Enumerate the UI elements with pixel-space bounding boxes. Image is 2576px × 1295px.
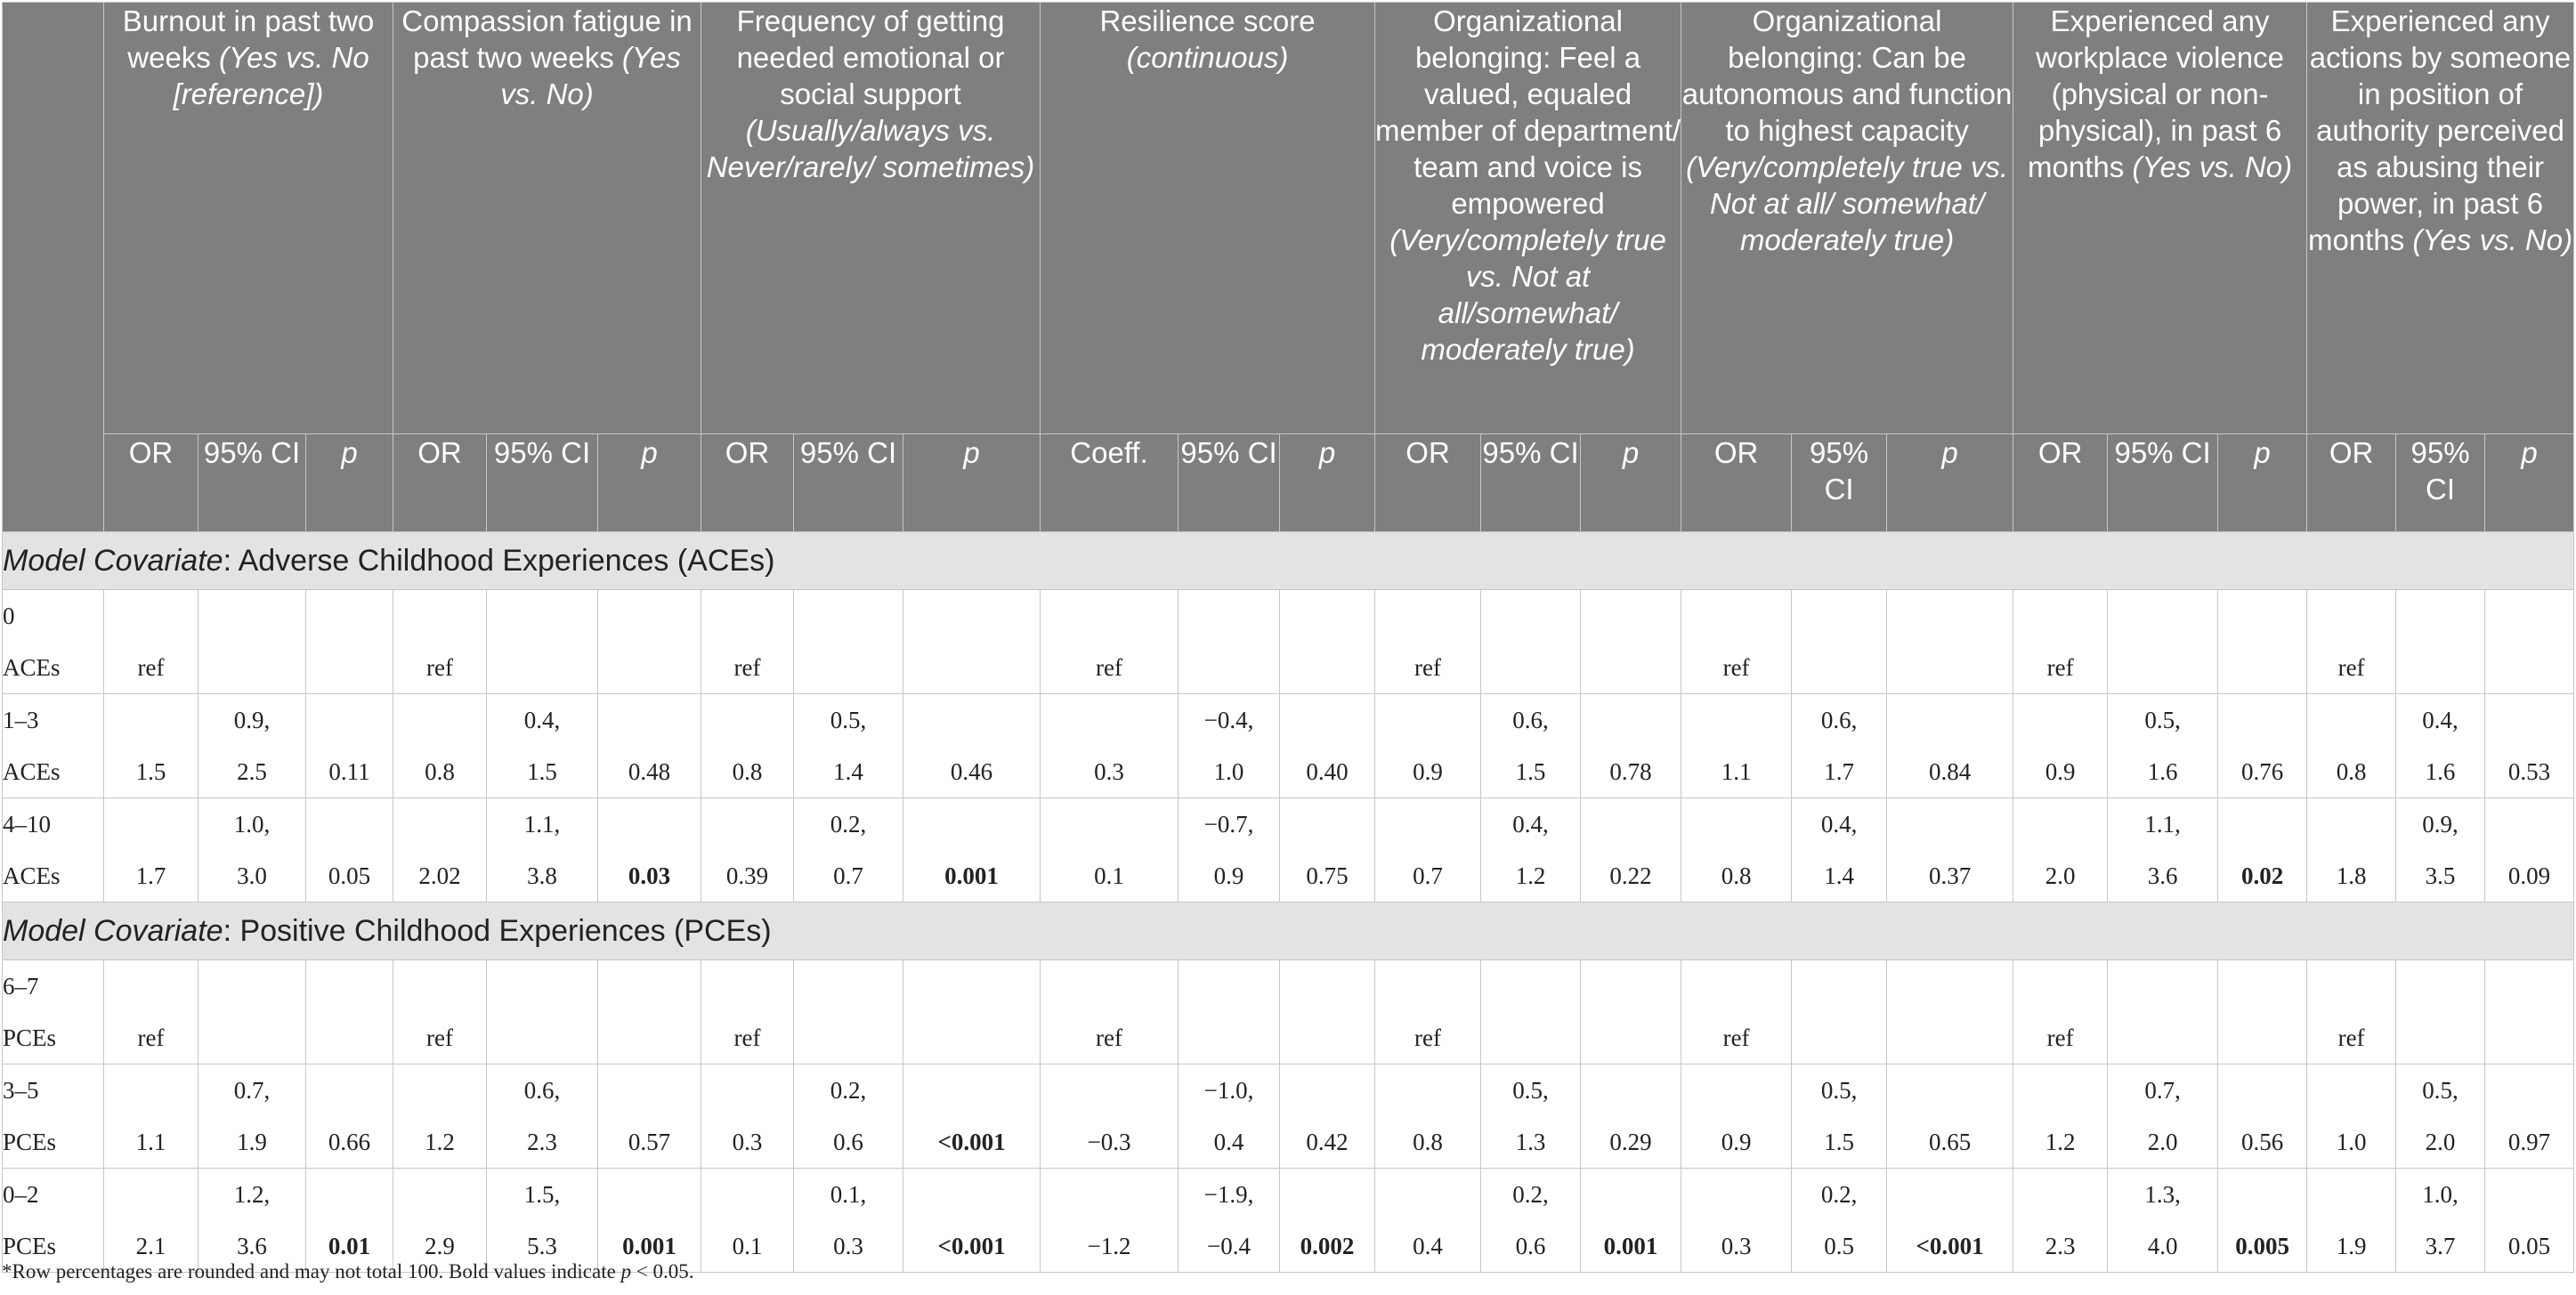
ci-cell [487,798,598,902]
row-label-count: 3–5 [3,1077,39,1104]
ci-cell [198,798,306,902]
ci-cell [1481,590,1581,694]
estimate-cell: ref [1681,590,1792,694]
p-value-cell: 0.97 [2485,1064,2574,1169]
p-value-cell [2218,590,2307,694]
p-value-cell [598,590,701,694]
ci-value: 0.5, 1.6 [2144,707,2181,785]
footnote-p-symbol: p [620,1260,632,1283]
ci-value: 1.2, 3.6 [233,1181,271,1259]
row-label-unit: PCEs [3,1024,57,1051]
estimate-cell: ref [1681,960,1792,1064]
estimate-cell: ref [104,960,198,1064]
table-row [3,960,2574,1064]
row-label-unit: ACEs [3,758,61,785]
ci-value: 0.1, 0.3 [830,1181,867,1259]
p-value-cell: <0.001 [903,1064,1041,1169]
estimate-cell: 0.8 [393,694,487,798]
subheader-label: 95% CI [2114,436,2211,469]
ci-value: 0.5, 1.4 [830,707,867,785]
ci-value: 0.5, 1.3 [1512,1077,1549,1155]
subheader-label: p [1941,436,1958,469]
p-header [598,434,701,532]
estimate-cell: 1.5 [104,694,198,798]
ci-value: 0.2, 0.6 [1512,1181,1549,1259]
subheader-label: 95% CI [1180,436,1277,469]
ci-cell [2108,694,2218,798]
subheader-label: p [641,436,658,469]
subheader-label: OR [1405,436,1450,469]
subheader-label: p [1318,436,1336,469]
corner-cell [3,3,104,532]
subheader-label: 95% CI [203,436,301,469]
ci-value: 0.4, 1.5 [523,707,561,785]
subheader-label: OR [417,436,462,469]
outcome-header-row [3,3,2574,434]
ci-cell [2396,694,2485,798]
estimate-cell: 0.9 [2013,694,2108,798]
outcome-title: Organizational belonging: Feel a valued, equaled member of department/ team and voice is empowered [1375,4,1681,220]
p-value-cell: 0.76 [2218,694,2307,798]
estimate-header [2013,434,2108,532]
estimate-header [701,434,794,532]
ci-cell [487,1064,598,1169]
estimate-cell: 1.0 [2307,1064,2396,1169]
p-value-cell [903,960,1041,1064]
estimate-cell: ref [104,590,198,694]
estimate-header [393,434,487,532]
ci-header [794,434,903,532]
ci-cell [2396,798,2485,902]
row-label-count: 0–2 [3,1181,39,1208]
subheader-label: Coeff. [1070,436,1148,469]
row-label-unit: PCEs [3,1233,57,1259]
subheader-label: p [963,436,980,469]
p-value-cell [1280,590,1375,694]
ci-header [2396,434,2485,532]
subheader-label: 95% CI [1810,436,1869,506]
p-value-cell: 0.75 [1280,798,1375,902]
ci-value: 0.6, 2.3 [523,1077,561,1155]
outcome-header [2307,3,2574,434]
p-value-cell: 0.22 [1581,798,1681,902]
subheader-label: 95% CI [1482,436,1579,469]
ci-cell [2108,590,2218,694]
row-label [3,960,104,1064]
estimate-header [2307,434,2396,532]
p-value-cell: 0.05 [306,798,393,902]
footnote-text-end: < 0.05. [631,1260,694,1283]
ci-value: 1.0, 3.0 [233,811,271,889]
ci-value: 1.5, 5.3 [523,1181,561,1259]
table-row [3,798,2574,902]
section-label [3,532,2574,590]
estimate-header [1681,434,1792,532]
ci-cell [2108,798,2218,902]
estimate-cell: 0.9 [1375,694,1481,798]
ci-value: 1.1, 3.8 [523,811,561,889]
estimate-cell: 0.3 [1681,1169,1792,1273]
outcome-comparison: (Yes vs. No) [2412,223,2573,256]
section-label-italic: Model Covariate [3,913,223,948]
estimate-header [104,434,198,532]
row-label [3,694,104,798]
row-label [3,590,104,694]
ci-value: 0.7, 1.9 [233,1077,271,1155]
ci-value: 1.0, 3.7 [2422,1181,2459,1259]
p-value-cell: 0.46 [903,694,1041,798]
ci-cell [198,694,306,798]
section-label-text: : Adverse Childhood Experiences (ACEs) [223,543,775,578]
outcome-comparison: (Very/completely true vs. Not at all/somewhat/ moderately true) [1389,223,1666,366]
row-label-unit: ACEs [3,862,61,889]
ci-value: 0.2, 0.6 [830,1077,867,1155]
outcome-title: Burnout in past two weeks [122,4,375,74]
p-header [306,434,393,532]
ci-cell [2396,960,2485,1064]
ci-value: 0.4, 1.6 [2422,707,2459,785]
p-value-cell: 0.001 [903,798,1041,902]
p-value-cell: 0.53 [2485,694,2574,798]
p-value-cell: 0.02 [2218,798,2307,902]
estimate-cell: ref [701,960,794,1064]
ci-cell [487,960,598,1064]
section-label [3,902,2574,960]
ci-value: −1.0, 0.4 [1203,1077,1254,1155]
outcome-title: Compassion fatigue in past two weeks [401,4,693,74]
p-value-cell: 0.001 [1581,1169,1681,1273]
ci-cell [2396,590,2485,694]
table-body [3,532,2574,1273]
p-header [2218,434,2307,532]
ci-cell [1792,694,1887,798]
p-value-cell [1280,960,1375,1064]
ci-cell [2396,1064,2485,1169]
ci-value: 0.2, 0.7 [830,811,867,889]
estimate-cell: ref [393,590,487,694]
ci-cell [794,590,903,694]
subheader-label: 95% CI [2410,436,2470,506]
estimate-cell: ref [1041,590,1179,694]
ci-cell [2396,1169,2485,1273]
outcome-title: Experienced any actions by someone in position of authority perceived as abusing their power, in past 6 months [2307,4,2572,256]
subheader-label: OR [2329,436,2374,469]
estimate-cell: 1.1 [104,1064,198,1169]
subheader-label: p [2254,436,2271,469]
outcome-title: Organizational belonging: Can be autonomous and function to highest capacity [1681,4,2013,147]
ci-value: 0.9, 3.5 [2422,811,2459,889]
footnote-text: *Row percentages are rounded and may not total 100. Bold values indicate [2,1260,621,1283]
ci-cell [794,1169,903,1273]
subheader-label: OR [2037,436,2083,469]
ci-cell [794,694,903,798]
subheader-label: p [2521,436,2538,469]
estimate-cell: 1.2 [393,1064,487,1169]
p-value-cell: 0.40 [1280,694,1375,798]
ci-value: 1.1, 3.6 [2144,811,2181,889]
outcome-comparison: (Very/completely true vs. Not at all/ somewhat/ moderately true) [1686,150,2009,256]
estimate-cell: ref [1375,960,1481,1064]
ci-cell [1481,694,1581,798]
estimate-cell: 0.8 [1375,1064,1481,1169]
p-value-cell: 0.09 [2485,798,2574,902]
subheader-label: 95% CI [493,436,591,469]
estimate-cell: 0.1 [701,1169,794,1273]
estimate-cell: 0.1 [1041,798,1179,902]
p-value-cell: 0.002 [1280,1169,1375,1273]
estimate-cell: 0.4 [1375,1169,1481,1273]
p-value-cell: 0.001 [598,1169,701,1273]
outcome-title: Frequency of getting needed emotional or social support [736,4,1005,110]
estimate-cell: 1.7 [104,798,198,902]
estimate-cell: 1.1 [1681,694,1792,798]
ci-value: 0.4, 1.2 [1512,811,1549,889]
estimate-cell: −0.3 [1041,1064,1179,1169]
ci-cell [487,590,598,694]
estimate-cell: ref [2307,960,2396,1064]
ci-value: 0.5, 1.5 [1820,1077,1858,1155]
statistic-header-row [3,434,2574,532]
ci-value: 0.4, 1.4 [1820,811,1858,889]
ci-cell [1792,1169,1887,1273]
row-label-unit: ACEs [3,654,61,681]
ci-cell [2108,960,2218,1064]
ci-cell [1481,960,1581,1064]
ci-value: 1.3, 4.0 [2144,1181,2181,1259]
row-label [3,798,104,902]
estimate-cell: 2.1 [104,1169,198,1273]
row-label-unit: PCEs [3,1129,57,1155]
estimate-cell: 0.3 [1041,694,1179,798]
estimate-cell: 1.8 [2307,798,2396,902]
outcome-comparison: (Yes vs. No) [2132,150,2293,183]
ci-cell [1179,694,1280,798]
ci-header [1481,434,1581,532]
table-row [3,694,2574,798]
estimate-cell: 0.9 [1681,1064,1792,1169]
subheader-label: OR [128,436,174,469]
estimate-cell: −1.2 [1041,1169,1179,1273]
row-label [3,1169,104,1273]
ci-value: 0.6, 1.5 [1512,707,1549,785]
estimate-cell: 0.8 [701,694,794,798]
ci-header [1792,434,1887,532]
p-value-cell [1887,960,2013,1064]
estimate-cell: ref [2013,590,2108,694]
estimate-cell: 0.8 [1681,798,1792,902]
outcome-header [2013,3,2307,434]
p-header [903,434,1041,532]
ci-cell [1792,1064,1887,1169]
p-value-cell: 0.65 [1887,1064,2013,1169]
row-label-count: 1–3 [3,707,39,733]
p-value-cell [903,590,1041,694]
table-row [3,590,2574,694]
p-value-cell: 0.84 [1887,694,2013,798]
estimate-cell: ref [393,960,487,1064]
outcome-comparison: (Yes vs. No [reference]) [173,41,369,110]
results-table [2,2,2574,1273]
section-label-italic: Model Covariate [3,543,223,578]
ci-value: 0.9, 2.5 [233,707,271,785]
ci-cell [1792,590,1887,694]
p-value-cell: <0.001 [1887,1169,2013,1273]
ci-cell [794,960,903,1064]
estimate-cell: 1.2 [2013,1064,2108,1169]
ci-value: 0.2, 0.5 [1820,1181,1858,1259]
p-value-cell: <0.001 [903,1169,1041,1273]
ci-cell [487,694,598,798]
ci-cell [1179,798,1280,902]
p-value-cell: 0.11 [306,694,393,798]
p-value-cell: 0.29 [1581,1064,1681,1169]
p-value-cell [2485,590,2574,694]
p-header [2485,434,2574,532]
estimate-cell: 2.0 [2013,798,2108,902]
p-value-cell [1581,590,1681,694]
estimate-cell: 2.9 [393,1169,487,1273]
section-label-text: : Positive Childhood Experiences (PCEs) [223,913,772,948]
p-value-cell: 0.48 [598,694,701,798]
ci-cell [794,798,903,902]
estimate-cell: ref [1041,960,1179,1064]
estimate-header [1375,434,1481,532]
estimate-cell: 2.02 [393,798,487,902]
estimate-cell: ref [2013,960,2108,1064]
table-footnote [2,1260,694,1283]
estimate-cell: 0.3 [701,1064,794,1169]
ci-cell [2108,1169,2218,1273]
outcome-header [104,3,393,434]
ci-cell [487,1169,598,1273]
ci-cell [2108,1064,2218,1169]
p-value-cell [2218,960,2307,1064]
ci-cell [794,1064,903,1169]
estimate-cell: 1.9 [2307,1169,2396,1273]
ci-header [2108,434,2218,532]
outcome-comparison: (Usually/always vs. Never/rarely/ sometimes) [706,114,1035,183]
ci-cell [1179,960,1280,1064]
estimate-cell: 2.3 [2013,1169,2108,1273]
table-row [3,1169,2574,1273]
p-value-cell [306,960,393,1064]
p-value-cell: 0.005 [2218,1169,2307,1273]
outcome-header [1681,3,2013,434]
p-value-cell [1887,590,2013,694]
estimate-header [1041,434,1179,532]
ci-cell [1792,798,1887,902]
outcome-title: Experienced any workplace violence (physical or non-physical), in past 6 months [2028,4,2284,183]
subheader-label: p [341,436,358,469]
p-value-cell: 0.03 [598,798,701,902]
subheader-label: OR [1713,436,1759,469]
table-row [3,1064,2574,1169]
section-row [3,532,2574,590]
ci-cell [1179,1169,1280,1273]
outcome-comparison: (Yes vs. No) [500,41,681,110]
outcome-header [1041,3,1375,434]
subheader-label: 95% CI [799,436,897,469]
outcome-title: Resilience score [1099,4,1316,37]
section-row [3,902,2574,960]
ci-cell [1792,960,1887,1064]
ci-cell [198,1169,306,1273]
p-value-cell: 0.01 [306,1169,393,1273]
p-value-cell: 0.37 [1887,798,2013,902]
outcome-header [393,3,701,434]
row-label-count: 6–7 [3,973,39,1000]
estimate-cell: ref [701,590,794,694]
row-label-count: 4–10 [3,811,51,838]
ci-cell [1179,590,1280,694]
ci-cell [1481,1169,1581,1273]
subheader-label: OR [725,436,770,469]
p-value-cell: 0.42 [1280,1064,1375,1169]
p-value-cell: 0.66 [306,1064,393,1169]
outcome-header [1375,3,1681,434]
ci-cell [1481,798,1581,902]
ci-cell [198,960,306,1064]
ci-value: 0.7, 2.0 [2144,1077,2181,1155]
ci-cell [198,1064,306,1169]
ci-cell [1481,1064,1581,1169]
ci-value: −1.9, −0.4 [1203,1181,1254,1259]
ci-value: −0.4, 1.0 [1203,707,1254,785]
p-value-cell: 0.78 [1581,694,1681,798]
p-header [1581,434,1681,532]
estimate-cell: ref [2307,590,2396,694]
estimate-cell: 0.39 [701,798,794,902]
ci-header [487,434,598,532]
estimate-cell: 0.8 [2307,694,2396,798]
p-header [1887,434,2013,532]
p-value-cell [598,960,701,1064]
ci-value: 0.6, 1.7 [1820,707,1858,785]
p-value-cell: 0.05 [2485,1169,2574,1273]
p-value-cell [306,590,393,694]
outcome-header [701,3,1041,434]
p-value-cell [1581,960,1681,1064]
ci-value: −0.7, 0.9 [1203,811,1254,889]
p-value-cell [2485,960,2574,1064]
estimate-cell: ref [1375,590,1481,694]
outcome-comparison: (continuous) [1126,41,1289,74]
subheader-label: p [1622,436,1640,469]
row-label-count: 0 [3,603,15,629]
ci-cell [198,590,306,694]
ci-value: 0.5, 2.0 [2422,1077,2459,1155]
ci-cell [1179,1064,1280,1169]
ci-header [1179,434,1280,532]
row-label [3,1064,104,1169]
estimate-cell: 0.7 [1375,798,1481,902]
p-value-cell: 0.57 [598,1064,701,1169]
ci-header [198,434,306,532]
p-header [1280,434,1375,532]
p-value-cell: 0.56 [2218,1064,2307,1169]
